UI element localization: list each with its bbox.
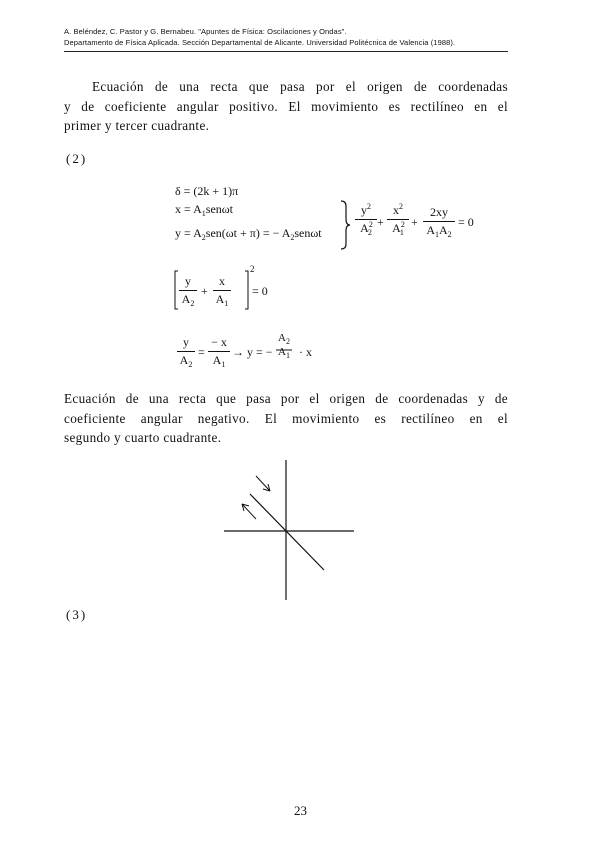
eq-sup: 2 [368,220,373,229]
paragraph-line: coeficiente angular negativo. El movimiento es rectilíneo en el [64,410,508,426]
trajectory-line [250,494,324,570]
eq-sub: 1 [435,230,439,239]
eq-y [175,226,322,241]
arrow-up-left-icon [242,504,256,519]
paragraph-negative-slope [64,389,508,448]
eq-text: A [392,221,401,235]
eq-text: A [278,346,286,358]
equals-zero: = 0 [252,284,268,298]
eq-sub: 1 [224,299,229,308]
equals-zero: = 0 [458,215,474,229]
exponent-2: 2 [250,264,255,274]
eq-sup: 2 [399,202,403,211]
fraction-negx-over-A1 [208,335,230,368]
page-number: 23 [294,803,307,818]
plus-sign: + [411,215,418,229]
fraction-A2-over-A1 [275,332,293,358]
eq-sub: 1 [221,360,226,369]
fraction-x2-over-A1sq [387,203,409,236]
eq-text: A [181,292,191,306]
eq-sub: 2 [367,228,372,237]
plus-sign: + [377,215,384,229]
eq-sub: 2 [285,337,290,346]
eq-text: y [177,335,195,352]
fraction-y-over-A2 [177,335,195,368]
fraction-y-over-A2 [179,274,197,307]
eq-sub: 2 [201,233,206,242]
eq-text: A [439,223,448,237]
eq-text: x [393,203,399,217]
paragraph-line: primer y tercer cuadrante. [64,118,210,133]
eq-sub: 2 [188,360,193,369]
eq-text: A [212,353,222,367]
fraction-x-over-A1 [213,274,231,307]
eq-sub: 1 [399,228,404,237]
paragraph-line: Ecuación de una recta que pasa por el origen de coordenadas [92,79,508,94]
implies-y-equals: → y = − [232,345,273,359]
eq-text: senωt [294,226,322,240]
paragraph-positive-slope [64,77,508,136]
equals-sign: = [198,345,205,359]
eq-text: 2xy [423,205,455,222]
eq-text: senωt [205,202,234,216]
eq-text: y = A [175,226,202,240]
times-x: · x [299,345,312,359]
eq-sub: 2 [190,299,195,308]
right-brace [339,200,351,250]
eq-text: y [361,203,367,217]
eq-text: A [179,353,189,367]
eq-text: A [215,292,225,306]
fraction-bar [276,349,292,351]
eq-sup: 2 [400,220,405,229]
eq-sup: 2 [367,202,371,211]
header-citation: A. Beléndez, C. Pastor y G. Bernabeu. "Apuntes de Física: Oscilaciones y Ondas". [64,27,347,36]
eq-sub: 2 [447,230,452,239]
eq-text: y [179,274,197,291]
eq-delta: δ = (2k + 1)π [175,184,239,198]
eq-text: x = A [175,202,202,216]
eq-text: sen(ωt + π) = − A [205,226,291,240]
eq-x [175,202,233,217]
fraction-y2-over-A2sq [355,203,377,236]
plus-sign: + [201,284,208,298]
eq-text: A [426,223,435,237]
case-label-2: (2) [66,151,88,166]
case-label-3: (3) [66,607,88,622]
eq-text: x [213,274,231,291]
eq-sub: 1 [285,351,290,360]
fraction-2xy-over-A1A2 [423,205,455,238]
arrow-down-right-icon [256,476,270,491]
axes-diagram [222,458,362,608]
header-rule [64,51,508,52]
eq-sub: 2 [290,233,295,242]
header-affiliation: Departamento de Física Aplicada. Sección Departamental de Alicante. Universidad Politécnica de Valencia (1988). [64,38,456,47]
paragraph-line: y de coeficiente angular positivo. El movimiento es rectilíneo en el [64,98,508,114]
paragraph-line: Ecuación de una recta que pasa por el origen de coordenadas y de [64,391,508,406]
paragraph-line: segundo y cuarto cuadrante. [64,430,222,445]
eq-sub: 1 [201,209,206,218]
eq-text: A [360,221,369,235]
eq-text: − x [208,335,230,352]
eq-text: A [278,332,286,344]
